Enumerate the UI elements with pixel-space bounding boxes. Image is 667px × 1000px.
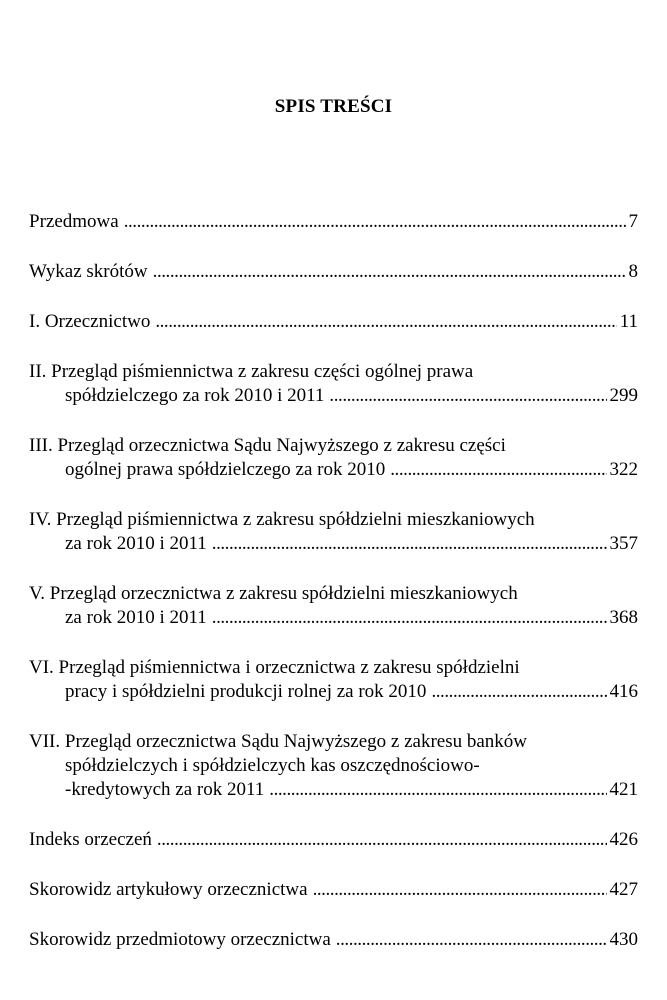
toc-entry[interactable]	[29, 260, 638, 284]
toc-entry-title-line: II. Przegląd piśmiennictwa z zakresu części ogólnej prawa	[29, 361, 474, 382]
toc-entry[interactable]	[29, 730, 638, 802]
toc-entry-title-line: IV. Przegląd piśmiennictwa z zakresu spółdzielni mieszkaniowych	[29, 509, 535, 530]
toc-entry[interactable]	[29, 310, 638, 334]
toc-page-number: 11	[619, 311, 638, 332]
dot-leader	[336, 928, 607, 952]
toc-entry-title: Indeks orzeczeń	[29, 829, 152, 850]
toc-page-number: 322	[609, 459, 638, 480]
toc-entry-title: Wykaz skrótów	[29, 261, 148, 282]
toc-entry-title-line: VII. Przegląd orzecznictwa Sądu Najwyższego z zakresu banków	[29, 731, 528, 752]
toc-entry-title: Skorowidz przedmiotowy orzecznictwa	[29, 929, 331, 950]
toc-entry-row	[29, 310, 638, 334]
dot-leader	[155, 310, 616, 334]
toc-entry[interactable]	[29, 928, 638, 952]
toc-entry[interactable]	[29, 828, 638, 852]
toc-page-number: 299	[609, 385, 638, 406]
toc-entry-row	[29, 384, 638, 408]
toc-entry-title: pracy i spółdzielni produkcji rolnej za rok 2010	[65, 681, 427, 702]
dot-leader	[269, 778, 606, 802]
toc-entry-title: ogólnej prawa spółdzielczego za rok 2010	[65, 459, 386, 480]
dot-leader	[329, 384, 606, 408]
dot-leader	[313, 878, 607, 902]
toc-page-number: 357	[609, 533, 638, 554]
toc-entry-row	[29, 260, 638, 284]
dot-leader	[212, 532, 607, 556]
page-title: SPIS TREŚCI	[274, 96, 393, 117]
toc-entry[interactable]	[29, 360, 638, 408]
toc-entry-title: -kredytowych za rok 2011	[65, 779, 265, 800]
dot-leader	[153, 260, 626, 284]
toc-entry-title: spółdzielczego za rok 2010 i 2011	[65, 385, 325, 406]
toc-entry-title: I. Orzecznictwo	[29, 311, 151, 332]
toc-entry-title: Przedmowa	[29, 211, 119, 232]
toc-page-number: 426	[609, 829, 638, 850]
toc-page-number: 7	[628, 211, 638, 232]
toc-page-number: 427	[609, 879, 638, 900]
toc-page-number: 368	[609, 607, 638, 628]
dot-leader	[431, 680, 606, 704]
toc-page-number: 421	[609, 779, 638, 800]
toc-entry-row	[29, 878, 638, 902]
toc-entry[interactable]	[29, 878, 638, 902]
toc-entry-title-line: spółdzielczych i spółdzielczych kas oszczędnościowo-	[65, 755, 480, 776]
toc-entry[interactable]	[29, 434, 638, 482]
toc-entry-row	[29, 606, 638, 630]
toc-page-number: 8	[628, 261, 638, 282]
toc-entry[interactable]	[29, 508, 638, 556]
table-of-contents	[29, 210, 638, 978]
toc-entry-row	[29, 680, 638, 704]
toc-entry-row	[29, 458, 638, 482]
dot-leader	[157, 828, 607, 852]
toc-entry-title-line: VI. Przegląd piśmiennictwa i orzecznictwa z zakresu spółdzielni	[29, 657, 520, 678]
toc-entry-row	[29, 928, 638, 952]
toc-entry-title-line: V. Przegląd orzecznictwa z zakresu spółdzielni mieszkaniowych	[29, 583, 518, 604]
toc-entry-title: Skorowidz artykułowy orzecznictwa	[29, 879, 308, 900]
toc-entry-row	[29, 828, 638, 852]
toc-entry[interactable]	[29, 210, 638, 234]
dot-leader	[390, 458, 606, 482]
toc-entry-row	[29, 210, 638, 234]
toc-entry[interactable]	[29, 582, 638, 630]
toc-page-number: 430	[609, 929, 638, 950]
toc-entry-title: za rok 2010 i 2011	[65, 607, 207, 628]
toc-entry-row	[29, 532, 638, 556]
toc-entry-title: za rok 2010 i 2011	[65, 533, 207, 554]
dot-leader	[124, 210, 626, 234]
toc-entry[interactable]	[29, 656, 638, 704]
toc-page-number: 416	[609, 681, 638, 702]
dot-leader	[212, 606, 607, 630]
toc-entry-title-line: III. Przegląd orzecznictwa Sądu Najwyższego z zakresu części	[29, 435, 506, 456]
toc-entry-row	[29, 778, 638, 802]
